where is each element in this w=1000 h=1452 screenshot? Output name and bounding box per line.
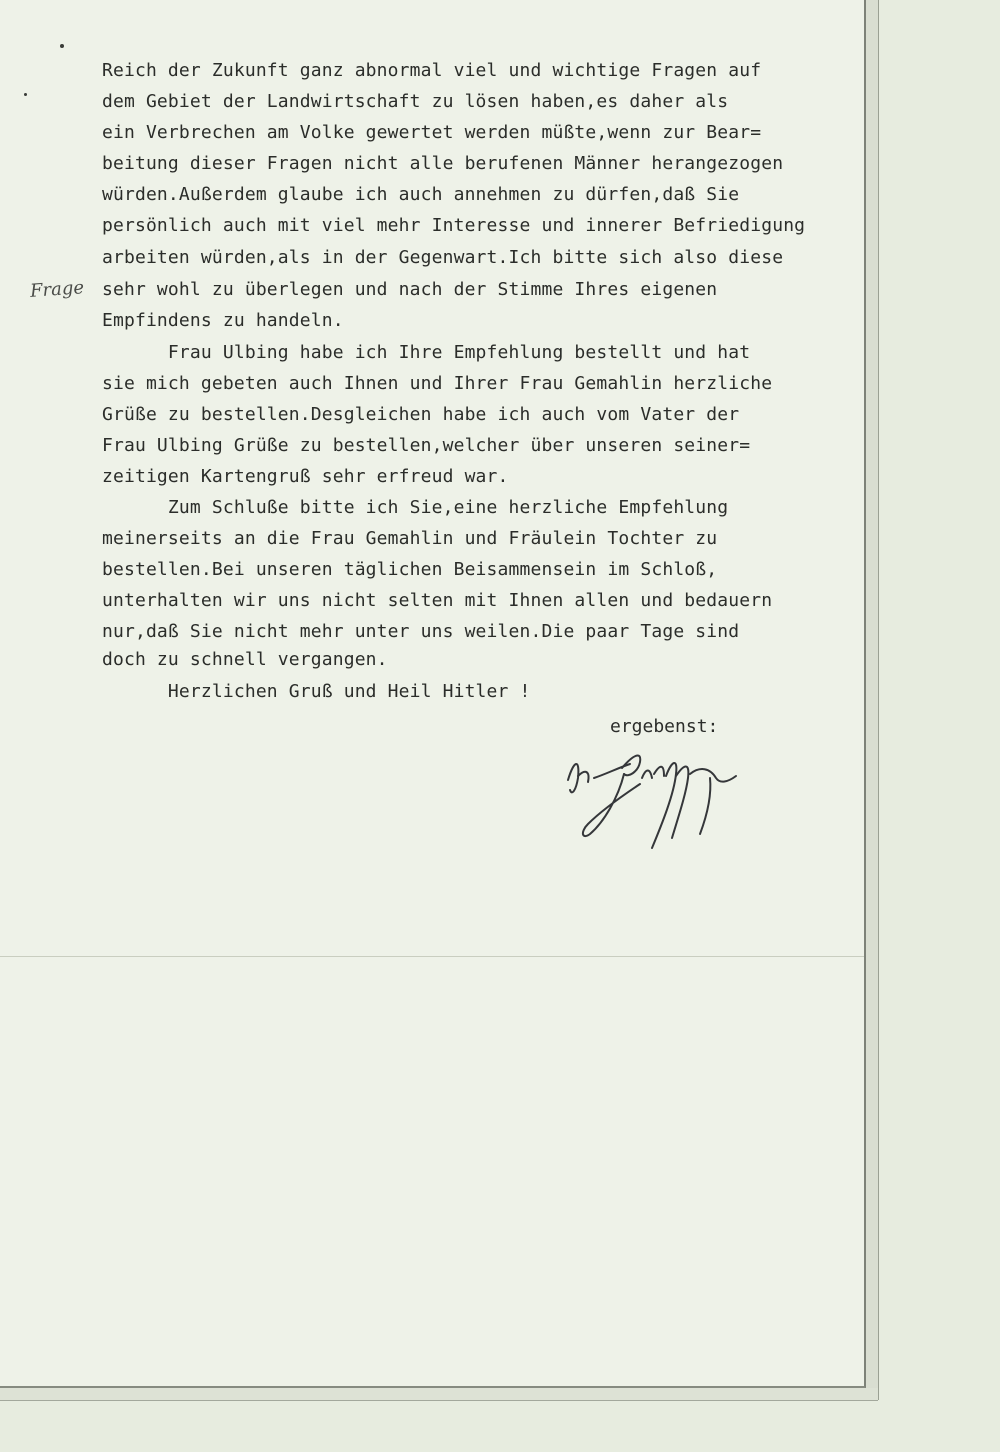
letter-line: arbeiten würden,als in der Gegenwart.Ich bitte sich also diese bbox=[102, 247, 784, 268]
ink-speck bbox=[60, 44, 64, 48]
ink-speck bbox=[24, 93, 27, 96]
handwritten-signature bbox=[560, 738, 760, 858]
letter-line: Herzlichen Gruß und Heil Hitler ! bbox=[102, 681, 531, 702]
fold-line bbox=[0, 956, 864, 957]
letter-line: sie mich gebeten auch Ihnen und Ihrer Frau Gemahlin herzliche bbox=[102, 373, 773, 394]
handwritten-margin-note: Frage bbox=[29, 277, 85, 302]
letter-line: Zum Schluße bitte ich Sie,eine herzliche Empfehlung bbox=[102, 497, 729, 518]
letter-line: bestellen.Bei unseren täglichen Beisammensein im Schloß, bbox=[102, 559, 718, 580]
letter-line: dem Gebiet der Landwirtschaft zu lösen haben,es daher als bbox=[102, 91, 729, 112]
letter-line: nur,daß Sie nicht mehr unter uns weilen.Die paar Tage sind bbox=[102, 621, 740, 642]
letter-line: Frau Ulbing Grüße zu bestellen,welcher über unseren seiner= bbox=[102, 435, 751, 456]
closing-phrase: ergebenst: bbox=[610, 716, 719, 737]
letter-line: würden.Außerdem glaube ich auch annehmen zu dürfen,daß Sie bbox=[102, 184, 740, 205]
underlying-sheet-edge bbox=[864, 0, 879, 1400]
letter-line: sehr wohl zu überlegen und nach der Stimme Ihres eigenen bbox=[102, 279, 718, 300]
letter-line: Grüße zu bestellen.Desgleichen habe ich auch vom Vater der bbox=[102, 404, 740, 425]
letter-line: persönlich auch mit viel mehr Interesse und innerer Befriedigung bbox=[102, 215, 806, 236]
letter-line: Reich der Zukunft ganz abnormal viel und wichtige Fragen auf bbox=[102, 60, 762, 81]
letter-line: Frau Ulbing habe ich Ihre Empfehlung bestellt und hat bbox=[102, 342, 751, 363]
letter-line: doch zu schnell vergangen. bbox=[102, 649, 388, 670]
letter-line: Empfindens zu handeln. bbox=[102, 310, 344, 331]
letter-line: zeitigen Kartengruß sehr erfreud war. bbox=[102, 466, 509, 487]
letter-line: beitung dieser Fragen nicht alle berufenen Männer herangezogen bbox=[102, 153, 784, 174]
letter-line: unterhalten wir uns nicht selten mit Ihnen allen und bedauern bbox=[102, 590, 773, 611]
letter-line: meinerseits an die Frau Gemahlin und Fräulein Tochter zu bbox=[102, 528, 718, 549]
letter-line: ein Verbrechen am Volke gewertet werden müßte,wenn zur Bear= bbox=[102, 122, 762, 143]
underlying-sheet-bottom bbox=[0, 1388, 878, 1401]
